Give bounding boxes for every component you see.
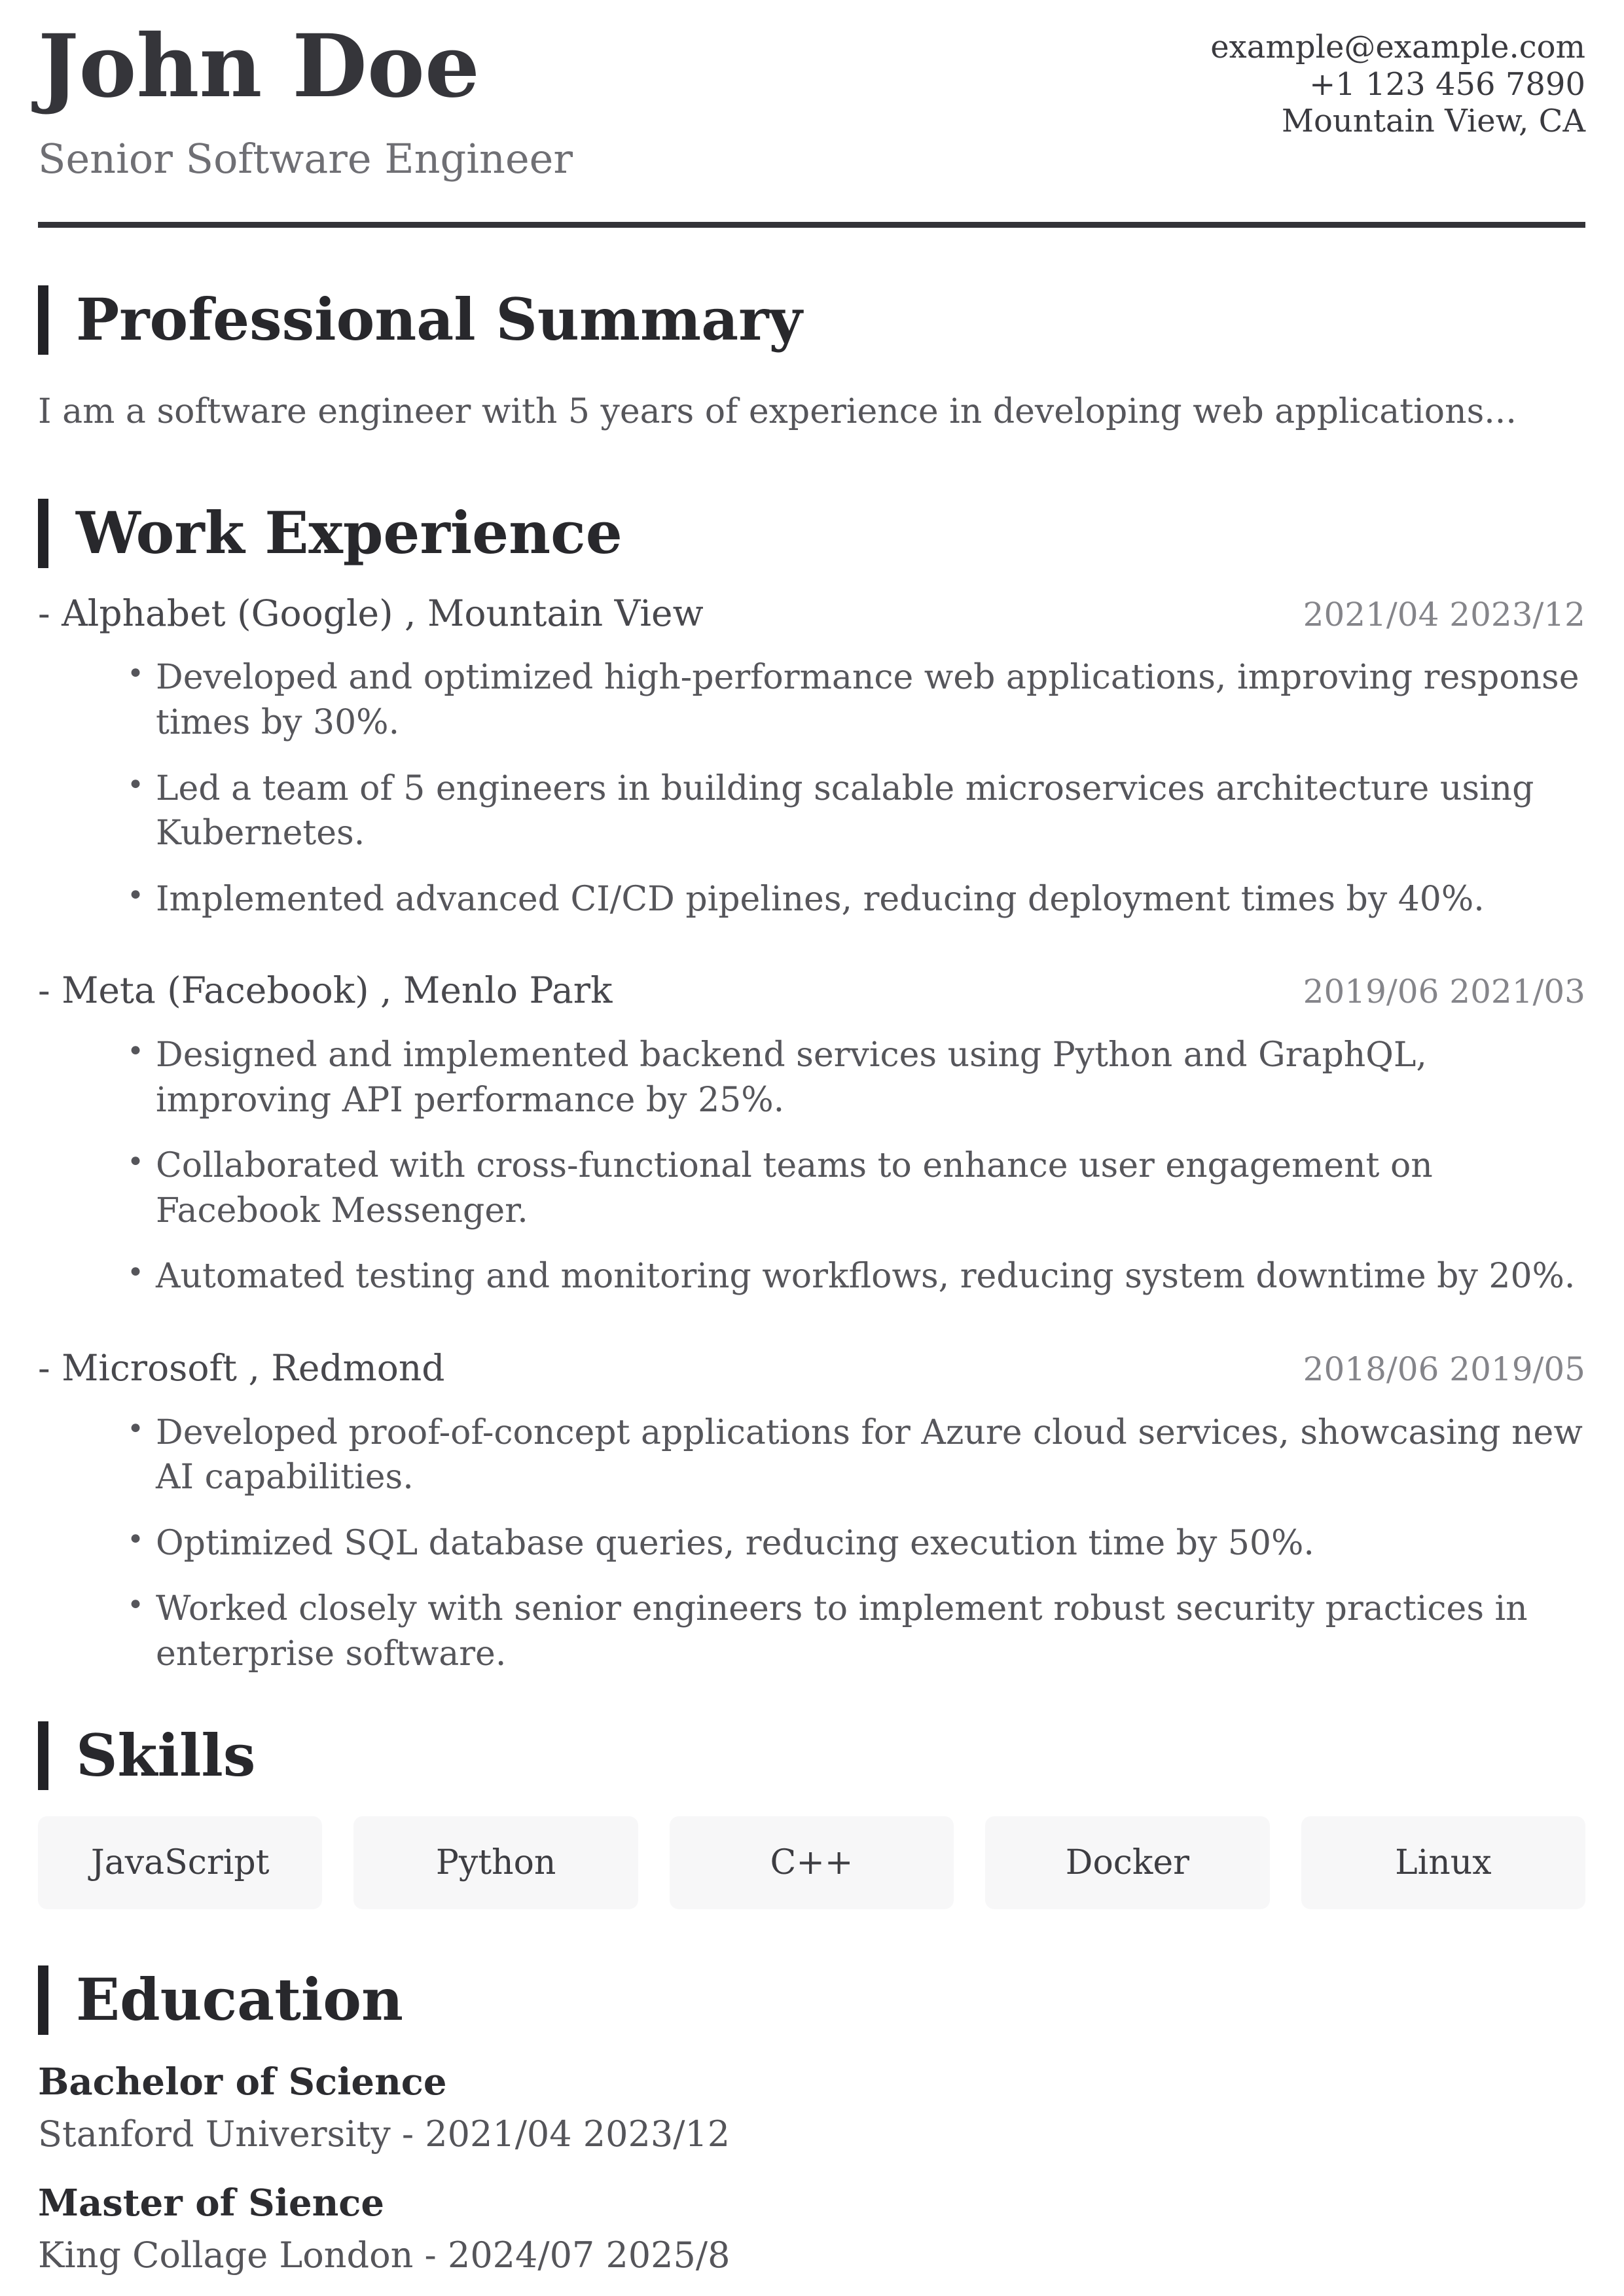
skills-heading: Skills	[38, 1721, 1585, 1791]
contact-location: Mountain View, CA	[1281, 103, 1585, 140]
header-divider	[38, 222, 1585, 228]
education-heading: Education	[38, 1965, 1585, 2035]
education-degree: Master of Sience	[38, 2181, 385, 2225]
job-bullet: • Implemented advanced CI/CD pipelines, reducing deployment times by 40%.	[156, 877, 1585, 922]
summary-text: I am a software engineer with 5 years of experience in developing web applications...	[38, 392, 1517, 431]
job-bullet-list	[38, 1033, 1585, 1299]
skill-badge: Python	[353, 1816, 638, 1909]
section-education	[38, 1965, 1585, 2278]
skill-badge: Docker	[985, 1816, 1269, 1909]
job-bullet: • Automated testing and monitoring workflows, reducing system downtime by 20%.	[156, 1254, 1585, 1299]
contact-block	[1210, 21, 1585, 140]
job-bullet: • Developed proof-of-concept applications for Azure cloud services, showcasing new AI capabilities.	[156, 1410, 1585, 1500]
person-title: Senior Software Engineer	[38, 134, 573, 183]
job-bullet: • Collaborated with cross-functional teams to enhance user engagement on Facebook Messenger.	[156, 1143, 1585, 1233]
education-degree: Bachelor of Science	[38, 2060, 447, 2104]
education-entry	[38, 2179, 1585, 2278]
person-name: John Doe	[38, 16, 480, 117]
experience-heading: Work Experience	[38, 499, 1585, 568]
education-entry	[38, 2058, 1585, 2157]
job-dates: 2021/04 2023/12	[1303, 595, 1585, 634]
header	[38, 16, 1585, 184]
skill-badge: Linux	[1301, 1816, 1585, 1909]
job-dates: 2019/06 2021/03	[1303, 973, 1585, 1011]
skills-row	[38, 1816, 1585, 1909]
job-bullet: • Led a team of 5 engineers in building scalable microservices architecture using Kubernetes.	[156, 766, 1585, 856]
section-skills	[38, 1721, 1585, 1910]
header-identity	[38, 16, 573, 184]
skill-badge: C++	[670, 1816, 954, 1909]
job-bullet: • Developed and optimized high-performance web applications, improving response times by 30%.	[156, 655, 1585, 745]
job-dates: 2018/06 2019/05	[1303, 1350, 1585, 1389]
job-entry	[38, 1345, 1585, 1677]
section-work-experience	[38, 499, 1585, 1676]
section-professional-summary	[38, 285, 1585, 435]
job-company: - Microsoft , Redmond	[38, 1347, 445, 1390]
job-entry	[38, 967, 1585, 1299]
education-details: King Collage London - 2024/07 2025/8	[38, 2234, 731, 2276]
job-header	[38, 1345, 1585, 1392]
summary-heading: Professional Summary	[38, 285, 1585, 355]
job-header	[38, 967, 1585, 1014]
job-header	[38, 590, 1585, 637]
skill-badge: JavaScript	[38, 1816, 322, 1909]
contact-email: example@example.com	[1210, 29, 1585, 65]
job-company: - Meta (Facebook) , Menlo Park	[38, 969, 613, 1012]
job-company: - Alphabet (Google) , Mountain View	[38, 592, 704, 634]
education-details: Stanford University - 2021/04 2023/12	[38, 2113, 731, 2155]
job-bullet: • Optimized SQL database queries, reducing execution time by 50%.	[156, 1521, 1585, 1566]
job-bullet-list	[38, 1410, 1585, 1677]
job-bullet: • Worked closely with senior engineers to implement robust security practices in enterprise software.	[156, 1587, 1585, 1676]
contact-phone: +1 123 456 7890	[1309, 65, 1585, 103]
job-bullet-list	[38, 655, 1585, 922]
job-bullet: • Designed and implemented backend services using Python and GraphQL, improving API performance by 25%.	[156, 1033, 1585, 1122]
job-entry	[38, 590, 1585, 922]
